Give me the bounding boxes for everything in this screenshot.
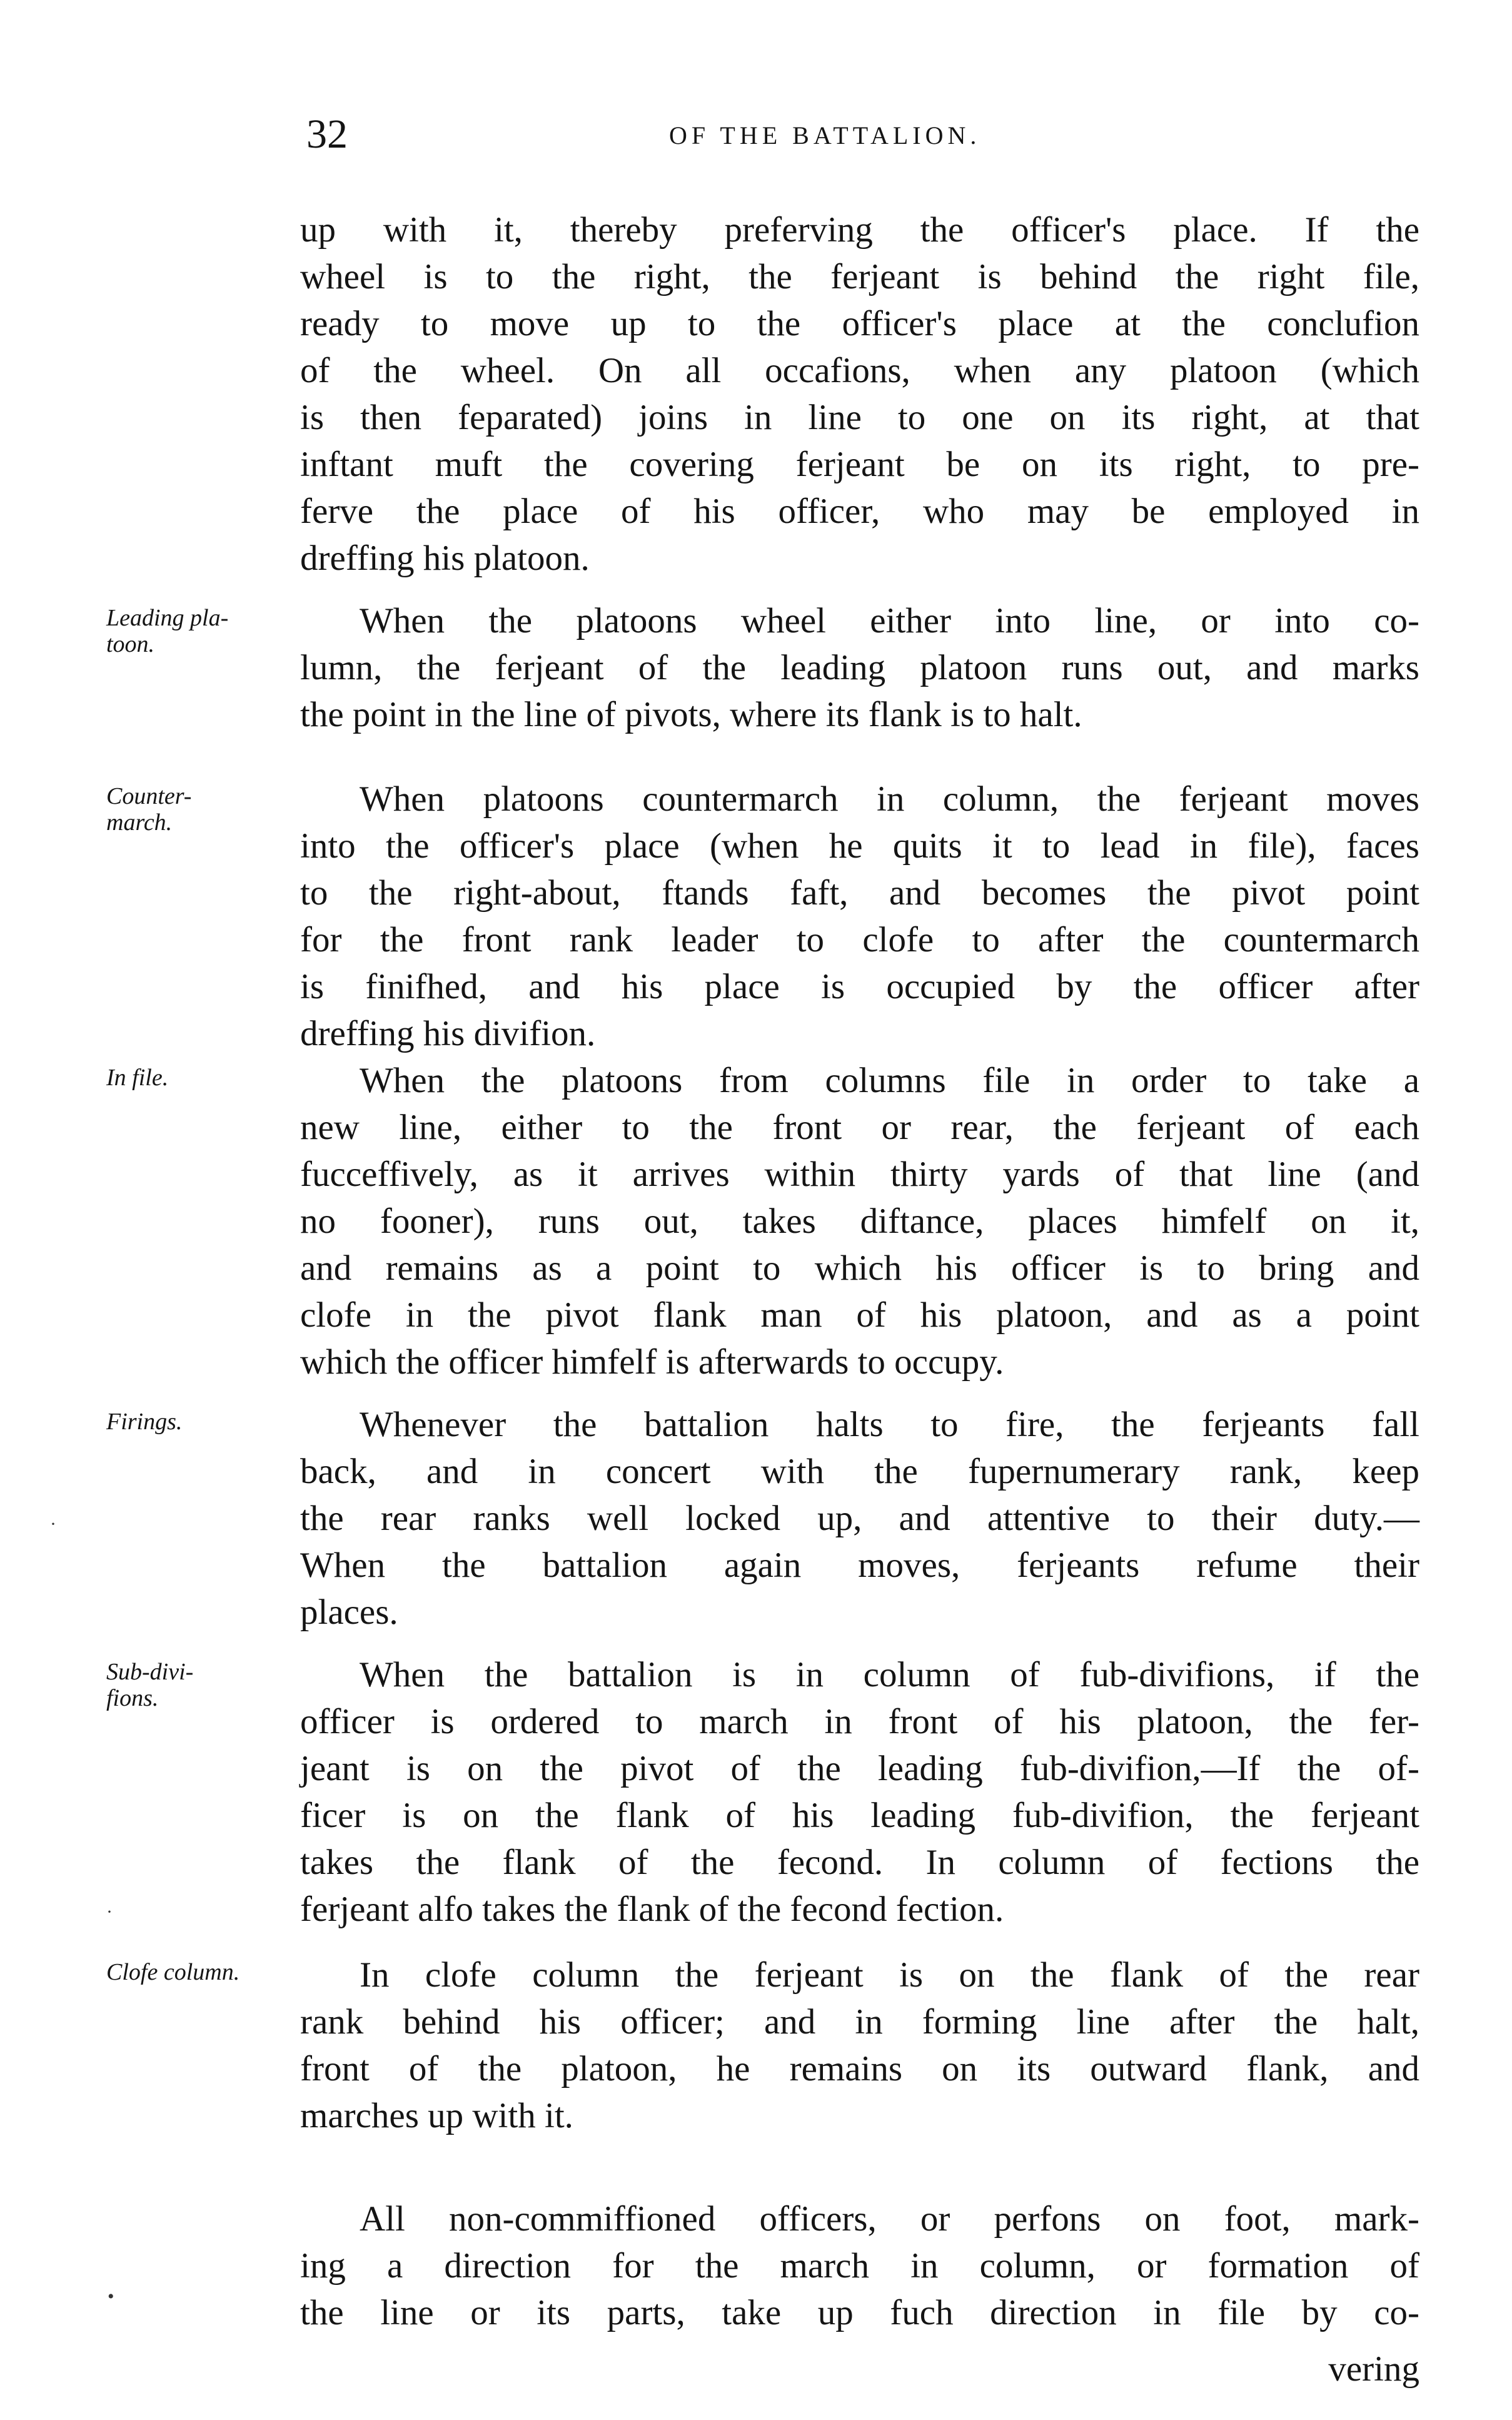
text-line: up with it, thereby preferving the officer's place. If the [300,210,1419,250]
text-line: ready to move up to the officer's place at the conclufion [300,304,1419,343]
text-line: clofe in the pivot flank man of his platoon, and as a point [300,1295,1419,1335]
text-line: the point in the line of pivots, where its flank is to halt. [300,695,1082,734]
text-line: wheel is to the right, the ferjeant is behind the right file, [300,257,1419,296]
paragraph [300,597,1419,738]
text-line: the line or its parts, take up fuch direction in file by co- [300,2293,1419,2332]
paragraph [300,206,1419,582]
text-line: no fooner), runs out, takes diftance, places himfelf on it, [300,1202,1419,1241]
page-speck: · [106,1901,113,1922]
text-line: places. [300,1592,398,1632]
text-line: rank behind his officer; and in forming line after the halt, [300,2002,1419,2042]
text-line: lumn, the ferjeant of the leading platoon runs out, and marks [300,648,1419,687]
text-line: ferve the place of his officer, who may be employed in [300,492,1419,531]
text-line: When platoons countermarch in column, the ferjeant moves [360,779,1419,819]
catchword-block [300,2346,1419,2392]
text-line: and remains as a point to which his officer is to bring and [300,1248,1419,1288]
text-line: is then feparated) joins in line to one on its right, at that [300,398,1419,437]
page-speck: · [50,1514,56,1534]
paragraph [300,1401,1419,1636]
text-line: marches up with it. [300,2096,573,2135]
marginal-note: In file. [106,1065,169,1091]
running-head: OF THE BATTALION. [669,121,981,149]
text-line: dreffing his platoon. [300,539,590,578]
text-line: new line, either to the front or rear, the ferjeant of each [300,1108,1419,1147]
text-line: is finifhed, and his place is occupied by the officer after [300,967,1419,1006]
text-line: front of the platoon, he remains on its outward flank, and [300,2049,1419,2088]
text-line: dreffing his divifion. [300,1014,596,1053]
text-line: officer is ordered to march in front of his platoon, the fer- [300,1702,1419,1741]
text-line: When the platoons from columns file in order to take a [360,1061,1419,1100]
paragraph [300,776,1419,1057]
text-line: fucceffively, as it arrives within thirty yards of that line (and [300,1155,1419,1194]
text-line: All non-commiffioned officers, or perfons on foot, mark- [360,2199,1419,2239]
text-line: When the platoons wheel either into line, or into co- [360,601,1419,640]
text-line: into the officer's place (when he quits it to lead in file), faces [300,826,1419,866]
text-line: In clofe column the ferjeant is on the flank of the rear [360,1955,1419,1995]
page-speck: • [108,2286,114,2307]
text-line: for the front rank leader to clofe to after the countermarch [300,920,1419,959]
paragraph [300,1651,1419,1933]
text-line: When the battalion again moves, ferjeants refume their [300,1546,1419,1585]
paragraph [300,1057,1419,1385]
text-line: When the battalion is in column of fub-divifions, if the [360,1655,1419,1694]
marginal-note: Firings. [106,1409,183,1435]
text-line: ing a direction for the march in column, or formation of [300,2246,1419,2286]
text-line: jeant is on the pivot of the leading fub-divifion,—If the of- [300,1749,1419,1788]
text-line: which the officer himfelf is afterwards to occupy. [300,1342,1004,1382]
text-line: takes the flank of the fecond. In column of fections the [300,1843,1419,1882]
text-line: to the right-about, ftands faft, and becomes the pivot point [300,873,1419,913]
marginal-note: Counter- march. [106,783,192,836]
text-line: back, and in concert with the fupernumerary rank, keep [300,1452,1419,1491]
text-line: inftant muft the covering ferjeant be on its right, to pre- [300,445,1419,484]
page-header [300,113,1419,156]
text-line: the rear ranks well locked up, and attentive to their duty.— [300,1499,1419,1538]
marginal-note: Leading pla- toon. [106,605,229,657]
catchword: vering [1328,2349,1419,2389]
text-line: ferjeant alfo takes the flank of the fecond fection. [300,1890,1004,1929]
text-line: of the wheel. On all occafions, when any platoon (which [300,351,1419,390]
paragraph [300,1952,1419,2139]
page-number: 32 [306,111,348,157]
marginal-note: Clofe column. [106,1959,240,1985]
paragraph [300,2195,1419,2336]
text-line: ficer is on the flank of his leading fub-divifion, the ferjeant [300,1796,1419,1835]
text-line: Whenever the battalion halts to fire, the ferjeants fall [360,1405,1419,1444]
marginal-note: Sub-divi- fions. [106,1659,194,1711]
